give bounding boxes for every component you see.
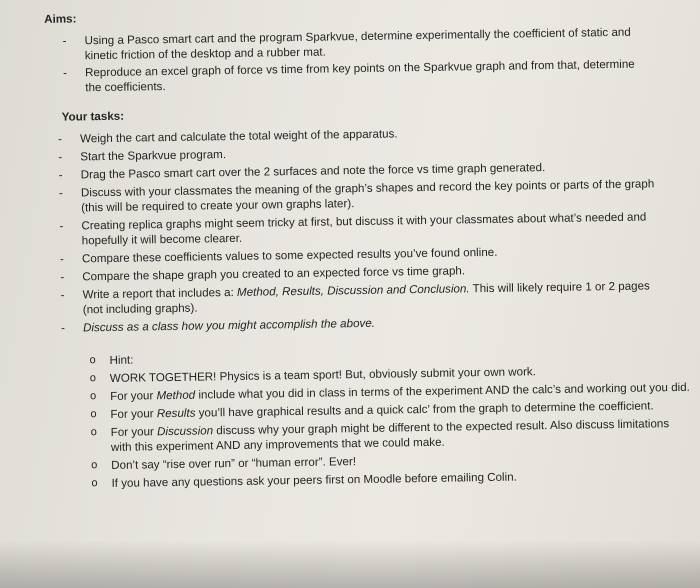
hint-prefix: For your	[110, 389, 157, 403]
hint-item: o WORK TOGETHER! Physics is a team sport! But, obviously submit your own work.	[90, 362, 690, 386]
hint-prefix: For your	[110, 425, 158, 439]
hint-suffix: you’ll have graphical results and a quick calc’ from the graph to determine the coefficient.	[195, 399, 654, 420]
aims-list	[62, 24, 653, 97]
task-item: - Discuss with your classmates the meaning of the graph’s shapes and record the key points or parts of the graph (this will be required to create your own graphs later).	[59, 176, 659, 215]
document-body	[40, 0, 690, 490]
discuss-text: Discuss as a class how you might accomplish the above.	[82, 316, 376, 335]
hint-item: o Don’t say “rise over run” or “human error”. Ever!	[91, 449, 691, 473]
aims-item: - Using a Pasco smart cart and the program Sparkvue, determine experimentally the coefficient of static and kinetic friction of the desktop and a rubber mat.	[62, 24, 652, 63]
task-item: - Start the Sparkvue program.	[58, 140, 658, 164]
task-item: - Weigh the cart and calculate the total weight of the apparatus.	[58, 122, 658, 146]
hint-suffix: discuss why your graph might be different to the expected result. Also discuss limitations with this experiment AND any improvements that we could make.	[110, 417, 670, 454]
task-item: - Drag the Pasco smart cart over the 2 surfaces and note the force vs time graph generated.	[59, 158, 659, 182]
page-shadow	[0, 540, 700, 588]
hint-label: o Hint:	[89, 344, 689, 368]
report-suffix: This will likely require 1 or 2 pages (not including graphs).	[82, 279, 650, 317]
task-item: - Compare the shape graph you created to an expected force vs time graph.	[60, 260, 660, 284]
hint-suffix: include what you did in class in terms of the experiment AND the calc’s and working out you did.	[195, 380, 690, 402]
task-item: - Creating replica graphs might seem tricky at first, but discuss it with your classmates about what’s needed and hopefully it will become clearer.	[59, 209, 659, 248]
hint-emphasis: Discussion	[156, 424, 214, 439]
aims-heading: Aims:	[44, 12, 77, 26]
task-item: - Compare these coefficients values to some expected results you’ve found online.	[60, 242, 660, 266]
hint-emphasis: Method	[156, 388, 196, 403]
report-sections: Method, Results, Discussion and Conclusion.	[236, 282, 470, 299]
tasks-heading: Your tasks:	[61, 109, 125, 124]
tasks-list	[58, 122, 661, 338]
report-prefix: Write a report that includes a:	[82, 285, 238, 302]
aims-item: - Reproduce an excel graph of force vs time from key points on the Sparkvue graph and from that, determine the coefficients.	[63, 56, 653, 95]
hint-prefix: For your	[110, 407, 157, 421]
hint-item: o If you have any questions ask your peers first on Moodle before emailing Colin.	[91, 467, 691, 491]
hint-emphasis: Results	[156, 406, 196, 421]
hints-list	[89, 344, 691, 494]
